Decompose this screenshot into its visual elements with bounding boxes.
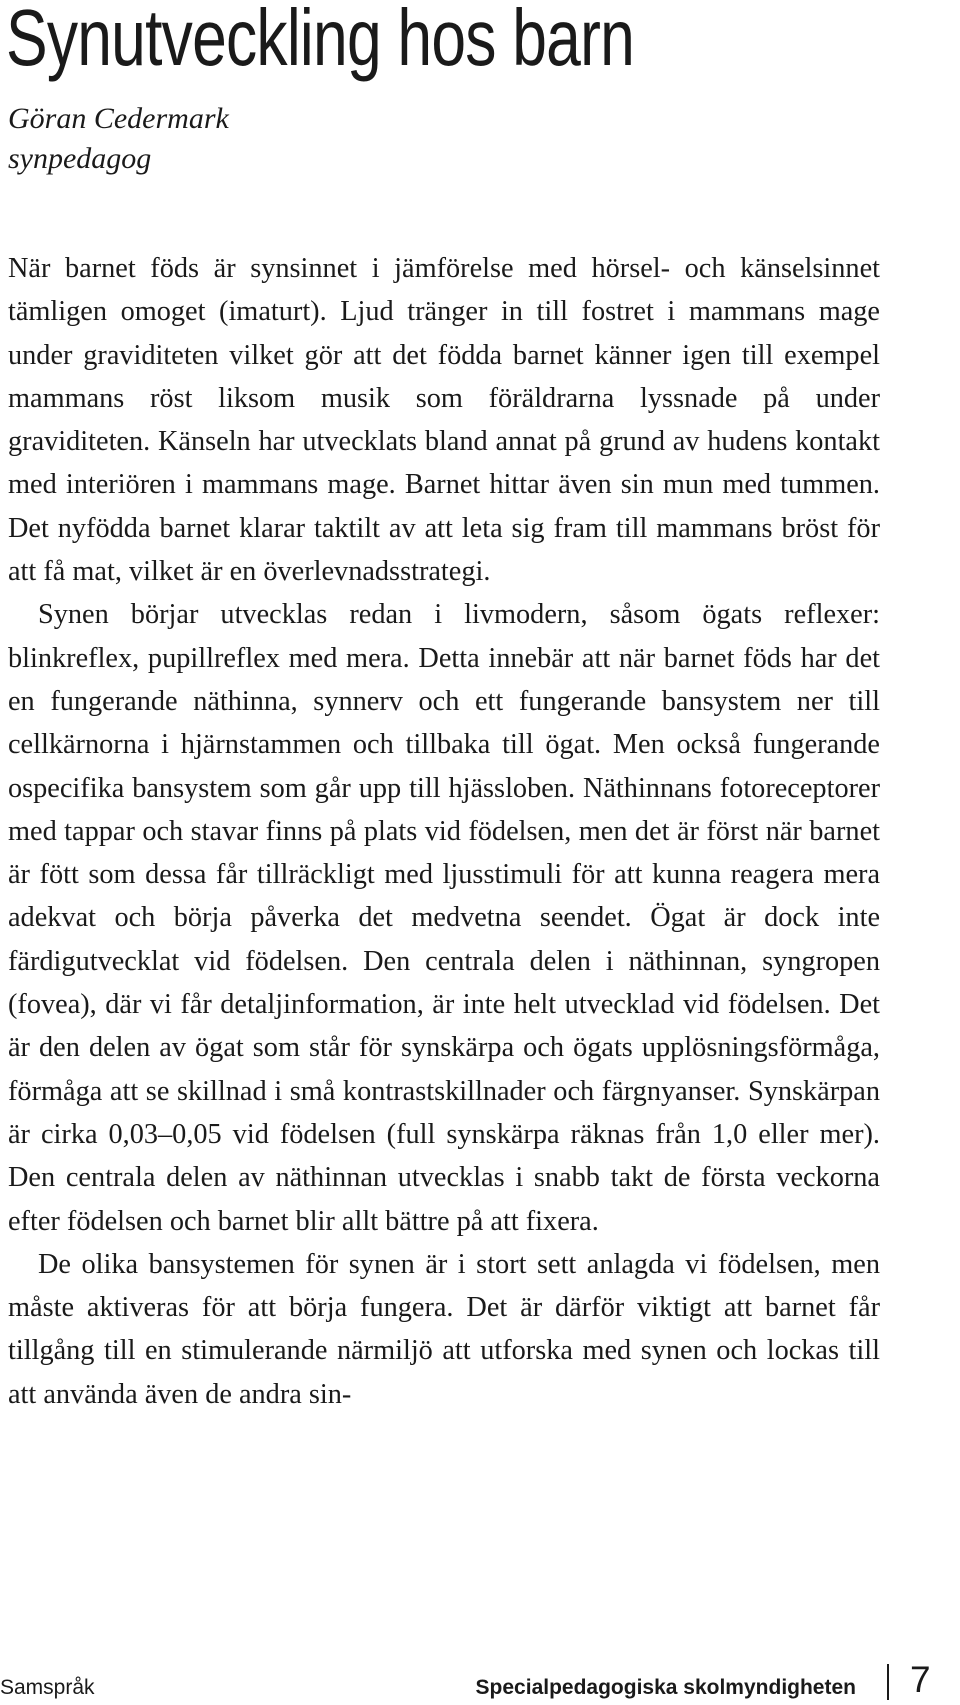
article-title: Synutveckling hos barn (6, 0, 635, 82)
article-body (8, 247, 880, 1416)
publisher-name: Specialpedagogiska skolmyndigheten (475, 1676, 856, 1699)
paragraph-2: Synen börjar utvecklas redan i livmodern, såsom ögats reflexer: blinkreflex, pupillreflex med mera. Detta innebär att när barnet föds har det en fungerande näthinna, synnerv och ett fungerande bansystem ner till cellkärnorna i hjärnstammen och tillbaka till ögat. Men också fungerande ospecifika bansystem som går upp till hjässloben. Näthinnans fotoreceptorer med tappar och stavar finns på plats vid födelsen, men det är först när barnet är fött som dessa får tillräckligt med ljusstimuli för att kunna reagera mera adekvat och börja påverka det medvetna seendet. Ögat är dock inte färdigutvecklat vid födelsen. Den centrala delen i näthinnan, syngropen (fovea), där vi får detaljinformation, är inte helt utvecklad vid födelsen. Det är den delen av ögat som står för synskärpa och ögats upplösningsförmåga, förmåga att se skillnad i små kontrastskillnader och färgnyanser. Synskärpan är cirka 0,03–0,05 vid födelsen (full synskärpa räknas från 1,0 eller mer). Den centrala delen av näthinnan utvecklas i snabb takt de första veckorna efter födelsen och barnet blir allt bättre på att fixera. (8, 599, 880, 1237)
paragraph-1: När barnet föds är synsinnet i jämförelse med hörsel- och känselsinnet tämligen omoget (imaturt). Ljud tränger in till fostret i mammans mage under graviditeten vilket gör att det födda barnet känner igen till exempel mammans röst liksom musik som föräldrarna lyssnade på under graviditeten. Känseln har utvecklats bland annat på grund av hudens kontakt med interiören i mammans mage. Barnet hittar även sin mun med tummen. Det nyfödda barnet klarar taktilt av att leta sig fram till mammans bröst för att få mat, vilket är en överlevnadsstrategi. (8, 253, 880, 588)
publication-name: Samspråk (0, 1676, 95, 1699)
author-name: Göran Cedermark (8, 102, 229, 135)
page-footer (0, 1659, 960, 1700)
author-block (8, 99, 229, 179)
page-number: 7 (910, 1659, 931, 1700)
footer-divider (887, 1664, 889, 1700)
paragraph-3: De olika bansystemen för synen är i stort sett anlagda vi födelsen, men måste aktiveras för att börja fungera. Det är därför viktigt att barnet får tillgång till en stimulerande närmiljö att utforska med synen och lockas till att använda även de andra sin- (8, 1248, 880, 1410)
author-role: synpedagog (8, 142, 152, 175)
